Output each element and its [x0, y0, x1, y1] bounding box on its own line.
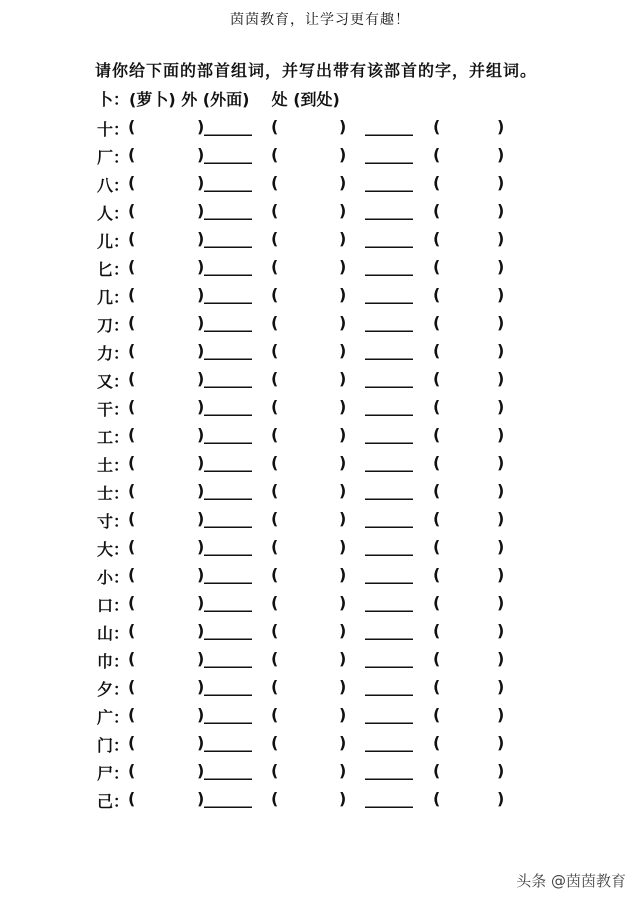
char-line-1: ______	[204, 145, 252, 164]
char-line-2: ______	[365, 369, 413, 388]
char-line-2: ______	[365, 145, 413, 164]
blank-3-close: )	[497, 509, 505, 528]
blank-1-close: )	[197, 761, 205, 780]
exercise-row	[97, 509, 537, 529]
char-line-1: ______	[204, 789, 252, 808]
blank-2-open: (	[271, 397, 279, 416]
blank-2-close: )	[339, 481, 347, 500]
blank-2-close: )	[339, 425, 347, 444]
blank-1-close: )	[197, 117, 205, 136]
blank-3-open: (	[433, 285, 441, 304]
char-line-1: ______	[204, 649, 252, 668]
blank-3-open: (	[433, 313, 441, 332]
exercise-row	[97, 173, 537, 193]
exercise-row	[97, 593, 537, 613]
colon: ：	[113, 484, 130, 503]
blank-1-close: )	[197, 201, 205, 220]
blank-1-open: (	[128, 117, 136, 136]
example-line: 卜：(萝卜) 外 (外面) 处 (到处)	[97, 90, 340, 109]
blank-2-open: (	[271, 761, 279, 780]
radical-char: 工	[97, 428, 114, 447]
blank-3-close: )	[497, 537, 505, 556]
blank-2-open: (	[271, 313, 279, 332]
blank-2-close: )	[339, 453, 347, 472]
char-line-2: ______	[365, 789, 413, 808]
exercise-row	[97, 453, 537, 473]
blank-1-close: )	[197, 509, 205, 528]
char-line-2: ______	[365, 761, 413, 780]
char-line-2: ______	[365, 481, 413, 500]
blank-1-close: )	[197, 341, 205, 360]
blank-1-close: )	[197, 705, 205, 724]
blank-3-close: )	[497, 397, 505, 416]
blank-2-close: )	[339, 705, 347, 724]
radical-char: 十	[97, 120, 114, 139]
exercise-row	[97, 789, 537, 809]
blank-2-close: )	[339, 313, 347, 332]
radical-char: 干	[97, 400, 114, 419]
blank-3-close: )	[497, 761, 505, 780]
char-line-1: ______	[204, 509, 252, 528]
blank-2-close: )	[339, 369, 347, 388]
exercise-row	[97, 425, 537, 445]
char-line-1: ______	[204, 173, 252, 192]
blank-3-close: )	[497, 173, 505, 192]
blank-1-close: )	[197, 537, 205, 556]
blank-3-open: (	[433, 565, 441, 584]
blank-3-close: )	[497, 677, 505, 696]
blank-2-close: )	[339, 201, 347, 220]
char-line-1: ______	[204, 229, 252, 248]
exercise-row	[97, 145, 537, 165]
char-line-1: ______	[204, 565, 252, 584]
blank-1-open: (	[128, 145, 136, 164]
blank-2-close: )	[339, 733, 347, 752]
blank-2-open: (	[271, 565, 279, 584]
blank-1-close: )	[197, 285, 205, 304]
blank-3-open: (	[433, 509, 441, 528]
exercise-row	[97, 537, 537, 557]
exercise-row	[97, 481, 537, 501]
char-line-2: ______	[365, 117, 413, 136]
blank-2-close: )	[339, 117, 347, 136]
blank-1-open: (	[128, 229, 136, 248]
colon: ：	[113, 344, 130, 363]
blank-1-close: )	[197, 145, 205, 164]
blank-3-open: (	[433, 649, 441, 668]
char-line-2: ______	[365, 257, 413, 276]
blank-3-open: (	[433, 369, 441, 388]
blank-3-close: )	[497, 229, 505, 248]
radical-char: 人	[97, 204, 114, 223]
blank-2-close: )	[339, 229, 347, 248]
radical-char: 又	[97, 372, 114, 391]
blank-1-close: )	[197, 397, 205, 416]
blank-3-close: )	[497, 621, 505, 640]
colon: ：	[113, 232, 130, 251]
char-line-1: ______	[204, 313, 252, 332]
char-line-2: ______	[365, 537, 413, 556]
exercise-row	[97, 285, 537, 305]
blank-2-open: (	[271, 173, 279, 192]
colon: ：	[113, 596, 130, 615]
colon: ：	[113, 120, 130, 139]
blank-1-close: )	[197, 621, 205, 640]
blank-3-open: (	[433, 453, 441, 472]
radical-char: 儿	[97, 232, 114, 251]
blank-1-open: (	[128, 201, 136, 220]
blank-2-close: )	[339, 789, 347, 808]
blank-1-open: (	[128, 621, 136, 640]
blank-3-open: (	[433, 173, 441, 192]
blank-1-close: )	[197, 565, 205, 584]
char-line-1: ______	[204, 257, 252, 276]
blank-3-open: (	[433, 145, 441, 164]
blank-2-open: (	[271, 593, 279, 612]
char-line-2: ______	[365, 621, 413, 640]
char-line-1: ______	[204, 285, 252, 304]
blank-2-open: (	[271, 509, 279, 528]
exercise-row	[97, 257, 537, 277]
colon: ：	[113, 148, 130, 167]
blank-2-close: )	[339, 173, 347, 192]
char-line-2: ______	[365, 173, 413, 192]
char-line-1: ______	[204, 761, 252, 780]
radical-char: 己	[97, 792, 114, 811]
blank-1-close: )	[197, 593, 205, 612]
blank-1-close: )	[197, 369, 205, 388]
blank-1-open: (	[128, 285, 136, 304]
colon: ：	[113, 708, 130, 727]
blank-2-open: (	[271, 733, 279, 752]
blank-1-open: (	[128, 761, 136, 780]
blank-1-close: )	[197, 229, 205, 248]
blank-2-close: )	[339, 537, 347, 556]
blank-1-open: (	[128, 173, 136, 192]
blank-3-open: (	[433, 117, 441, 136]
char-line-1: ______	[204, 425, 252, 444]
colon: ：	[113, 428, 130, 447]
blank-1-open: (	[128, 425, 136, 444]
char-line-1: ______	[204, 397, 252, 416]
blank-2-close: )	[339, 649, 347, 668]
blank-1-close: )	[197, 733, 205, 752]
blank-2-close: )	[339, 257, 347, 276]
blank-1-close: )	[197, 649, 205, 668]
exercise-row	[97, 397, 537, 417]
radical-char: 几	[97, 288, 114, 307]
radical-char: 巾	[97, 652, 114, 671]
char-line-2: ______	[365, 229, 413, 248]
blank-3-close: )	[497, 313, 505, 332]
blank-3-close: )	[497, 733, 505, 752]
colon: ：	[113, 792, 130, 811]
exercise-row	[97, 565, 537, 585]
colon: ：	[113, 204, 130, 223]
char-line-2: ______	[365, 453, 413, 472]
char-line-1: ______	[204, 677, 252, 696]
blank-3-close: )	[497, 481, 505, 500]
exercise-row	[97, 229, 537, 249]
char-line-1: ______	[204, 621, 252, 640]
blank-1-open: (	[128, 397, 136, 416]
exercise-row	[97, 369, 537, 389]
blank-3-open: (	[433, 789, 441, 808]
blank-2-close: )	[339, 341, 347, 360]
blank-1-open: (	[128, 341, 136, 360]
colon: ：	[113, 372, 130, 391]
blank-3-close: )	[497, 453, 505, 472]
radical-char: 力	[97, 344, 114, 363]
exercise-row	[97, 201, 537, 221]
blank-2-close: )	[339, 397, 347, 416]
char-line-2: ______	[365, 705, 413, 724]
blank-3-close: )	[497, 705, 505, 724]
char-line-2: ______	[365, 313, 413, 332]
blank-2-close: )	[339, 621, 347, 640]
char-line-1: ______	[204, 453, 252, 472]
blank-1-open: (	[128, 481, 136, 500]
blank-2-open: (	[271, 537, 279, 556]
char-line-2: ______	[365, 201, 413, 220]
char-line-2: ______	[365, 341, 413, 360]
instruction-text: 请你给下面的部首组词，并写出带有该部首的字，并组词。	[95, 61, 538, 80]
blank-2-open: (	[271, 117, 279, 136]
blank-1-open: (	[128, 677, 136, 696]
exercise-row	[97, 705, 537, 725]
blank-2-open: (	[271, 677, 279, 696]
radical-char: 刀	[97, 316, 114, 335]
blank-3-open: (	[433, 677, 441, 696]
blank-3-close: )	[497, 201, 505, 220]
blank-3-open: (	[433, 621, 441, 640]
radical-char: 小	[97, 568, 114, 587]
colon: ：	[113, 736, 130, 755]
colon: ：	[113, 176, 130, 195]
blank-3-open: (	[433, 733, 441, 752]
exercise-row	[97, 761, 537, 781]
char-line-1: ______	[204, 201, 252, 220]
exercise-row	[97, 341, 537, 361]
blank-3-open: (	[433, 397, 441, 416]
colon: ：	[113, 512, 130, 531]
blank-2-open: (	[271, 621, 279, 640]
blank-2-open: (	[271, 425, 279, 444]
blank-1-close: )	[197, 481, 205, 500]
blank-1-open: (	[128, 509, 136, 528]
blank-3-close: )	[497, 593, 505, 612]
char-line-2: ______	[365, 649, 413, 668]
radical-char: 匕	[97, 260, 114, 279]
char-line-1: ______	[204, 341, 252, 360]
char-line-1: ______	[204, 537, 252, 556]
blank-1-close: )	[197, 789, 205, 808]
blank-3-open: (	[433, 537, 441, 556]
radical-char: 寸	[97, 512, 114, 531]
blank-3-open: (	[433, 201, 441, 220]
blank-2-close: )	[339, 677, 347, 696]
radical-char: 土	[97, 456, 114, 475]
blank-3-close: )	[497, 565, 505, 584]
blank-1-open: (	[128, 453, 136, 472]
exercise-row	[97, 621, 537, 641]
blank-1-close: )	[197, 313, 205, 332]
blank-1-open: (	[128, 733, 136, 752]
blank-1-close: )	[197, 677, 205, 696]
colon: ：	[113, 400, 130, 419]
radical-char: 门	[97, 736, 114, 755]
blank-1-open: (	[128, 649, 136, 668]
exercise-row	[97, 313, 537, 333]
blank-2-close: )	[339, 509, 347, 528]
blank-2-open: (	[271, 705, 279, 724]
radical-char: 尸	[97, 764, 114, 783]
blank-3-open: (	[433, 257, 441, 276]
blank-3-close: )	[497, 649, 505, 668]
page-header: 茵茵教育，让学习更有趣！	[230, 12, 410, 28]
blank-2-open: (	[271, 285, 279, 304]
colon: ：	[113, 260, 130, 279]
exercise-row	[97, 649, 537, 669]
colon: ：	[113, 288, 130, 307]
blank-1-close: )	[197, 173, 205, 192]
blank-2-open: (	[271, 369, 279, 388]
blank-2-open: (	[271, 201, 279, 220]
radical-char: 夕	[97, 680, 114, 699]
blank-3-open: (	[433, 761, 441, 780]
char-line-2: ______	[365, 677, 413, 696]
exercise-row	[97, 677, 537, 697]
blank-1-open: (	[128, 593, 136, 612]
blank-3-open: (	[433, 425, 441, 444]
blank-2-close: )	[339, 285, 347, 304]
blank-1-close: )	[197, 257, 205, 276]
radical-char: 大	[97, 540, 114, 559]
blank-2-open: (	[271, 649, 279, 668]
blank-1-open: (	[128, 565, 136, 584]
blank-3-close: )	[497, 117, 505, 136]
blank-3-open: (	[433, 481, 441, 500]
radical-char: 士	[97, 484, 114, 503]
blank-2-close: )	[339, 593, 347, 612]
blank-1-open: (	[128, 257, 136, 276]
char-line-1: ______	[204, 369, 252, 388]
blank-2-open: (	[271, 257, 279, 276]
colon: ：	[113, 624, 130, 643]
char-line-2: ______	[365, 425, 413, 444]
exercise-row	[97, 733, 537, 753]
blank-3-close: )	[497, 145, 505, 164]
blank-2-open: (	[271, 229, 279, 248]
colon: ：	[113, 764, 130, 783]
blank-1-open: (	[128, 537, 136, 556]
blank-1-open: (	[128, 313, 136, 332]
blank-3-open: (	[433, 229, 441, 248]
radical-char: 厂	[97, 148, 114, 167]
char-line-1: ______	[204, 705, 252, 724]
char-line-2: ______	[365, 593, 413, 612]
blank-1-open: (	[128, 789, 136, 808]
blank-1-open: (	[128, 705, 136, 724]
radical-char: 八	[97, 176, 114, 195]
char-line-1: ______	[204, 117, 252, 136]
blank-2-close: )	[339, 565, 347, 584]
colon: ：	[113, 316, 130, 335]
char-line-2: ______	[365, 565, 413, 584]
blank-1-open: (	[128, 369, 136, 388]
blank-2-close: )	[339, 761, 347, 780]
blank-3-open: (	[433, 705, 441, 724]
blank-3-open: (	[433, 341, 441, 360]
blank-3-close: )	[497, 369, 505, 388]
colon: ：	[113, 652, 130, 671]
blank-2-open: (	[271, 789, 279, 808]
radical-char: 广	[97, 708, 114, 727]
blank-3-close: )	[497, 285, 505, 304]
radical-char: 山	[97, 624, 114, 643]
blank-3-close: )	[497, 425, 505, 444]
blank-2-open: (	[271, 453, 279, 472]
char-line-2: ______	[365, 509, 413, 528]
colon: ：	[113, 680, 130, 699]
char-line-1: ______	[204, 481, 252, 500]
blank-2-close: )	[339, 145, 347, 164]
blank-1-close: )	[197, 453, 205, 472]
exercise-row	[97, 117, 537, 137]
char-line-1: ______	[204, 593, 252, 612]
colon: ：	[113, 456, 130, 475]
blank-3-close: )	[497, 341, 505, 360]
blank-1-close: )	[197, 425, 205, 444]
char-line-2: ______	[365, 285, 413, 304]
blank-3-close: )	[497, 789, 505, 808]
radical-char: 口	[97, 596, 114, 615]
colon: ：	[113, 540, 130, 559]
char-line-1: ______	[204, 733, 252, 752]
blank-2-open: (	[271, 341, 279, 360]
blank-2-open: (	[271, 145, 279, 164]
char-line-2: ______	[365, 397, 413, 416]
char-line-2: ______	[365, 733, 413, 752]
colon: ：	[113, 568, 130, 587]
blank-3-open: (	[433, 593, 441, 612]
blank-2-open: (	[271, 481, 279, 500]
watermark: 头条 @茵茵教育	[516, 872, 626, 890]
blank-3-close: )	[497, 257, 505, 276]
